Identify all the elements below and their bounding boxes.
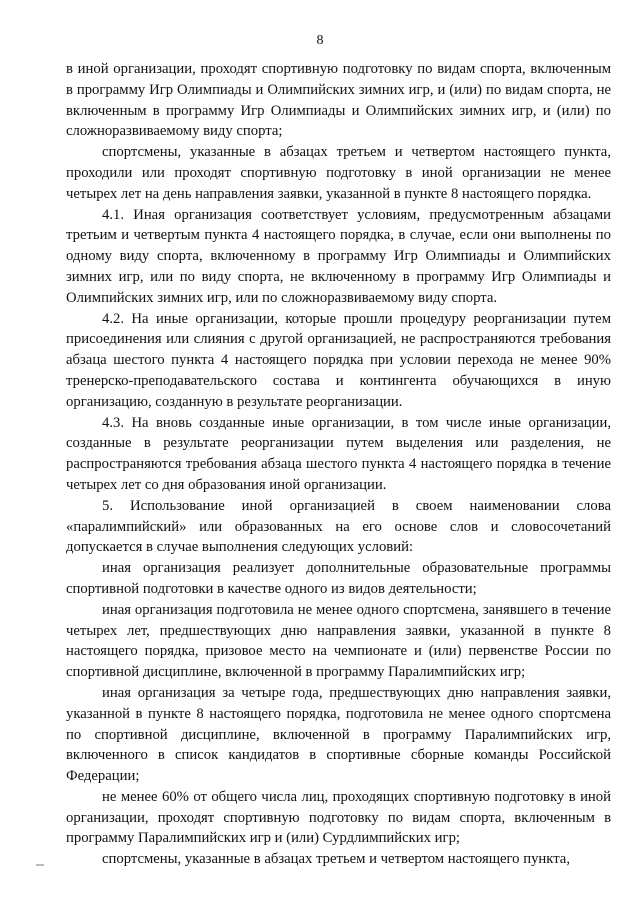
paragraph: спортсмены, указанные в абзацах третьем и четвертом настоящего пункта, bbox=[102, 851, 570, 868]
paragraph: 5. Использование иной организацией в своем наименовании слова «паралимпийский» или образованных на его основе слов и словосочетаний допускается в случае выполнения следующих условий: bbox=[66, 497, 611, 556]
document-body bbox=[66, 59, 611, 870]
page-number: 8 bbox=[316, 33, 324, 48]
paragraph: 4.2. На иные организации, которые прошли процедуру реорганизации путем присоединения или слияния с другой организацией, не распространяются требования абзаца шестого пункта 4 настоящего порядка при условии перехода не менее 90% тренерско-преподавательского состава и контингента обучающихся в иную организацию, созданную в результате реорганизации. bbox=[66, 310, 611, 410]
paragraph: не менее 60% от общего числа лиц, проходящих спортивную подготовку в иной организации, проходят спортивную подготовку по видам спорта, включенным в программу Паралимпийских игр и (или) Сурдлимпийских игр; bbox=[66, 788, 611, 847]
paragraph: иная организация реализует дополнительные образовательные программы спортивной подготовки в качестве одного из видов деятельности; bbox=[66, 560, 611, 597]
paragraph: иная организация за четыре года, предшествующих дню направления заявки, указанной в пункте 8 настоящего порядка, подготовила не менее одного спортсмена по спортивной дисциплине, включенной в программу Паралимпийских игр, включенного в список кандидатов в спортивные сборные команды Российской Федерации; bbox=[66, 684, 611, 785]
scan-mark bbox=[36, 864, 44, 866]
paragraph: спортсмены, указанные в абзацах третьем и четвертом настоящего пункта, проходили или проходят спортивную подготовку в иной организации не менее четырех лет на день направления заявки, указанной в пункте 8 настоящего порядка. bbox=[66, 144, 611, 202]
paragraph: иная организация подготовила не менее одного спортсмена, занявшего в течение четырех лет, предшествующих дню направления заявки, указанной в пункте 8 настоящего порядка, призовое место на чемпионате и (или) первенстве России по спортивной дисциплине, включенной в программу Паралимпийских игр; bbox=[66, 601, 611, 681]
paragraph: 4.3. На вновь созданные иные организации, в том числе иные организации, созданные в результате реорганизации путем выделения или разделения, не распространяются требования абзаца шестого пункта 4 настоящего порядка в течение четырех лет со дня образования иной организации. bbox=[66, 414, 611, 493]
paragraph: 4.1. Иная организация соответствует условиям, предусмотренным абзацами третьим и четвертым пункта 4 настоящего порядка, в случае, если они выполнены по одному виду спорта, включенному в программу Игр Олимпиады и Олимпийских зимних игр, или по виду спорта, не включенному в программу Игр Олимпиады и Олимпийских зимних игр, или по сложноразвиваемому виду спорта. bbox=[66, 206, 611, 306]
paragraph: в иной организации, проходят спортивную подготовку по видам спорта, включенным в программу Игр Олимпиады и Олимпийских зимних игр, и (или) по видам спорта, не включенным в программу Игр Олимпиады и Олимпийских зимних игр, и (или) по сложноразвиваемому виду спорта; bbox=[66, 61, 611, 140]
